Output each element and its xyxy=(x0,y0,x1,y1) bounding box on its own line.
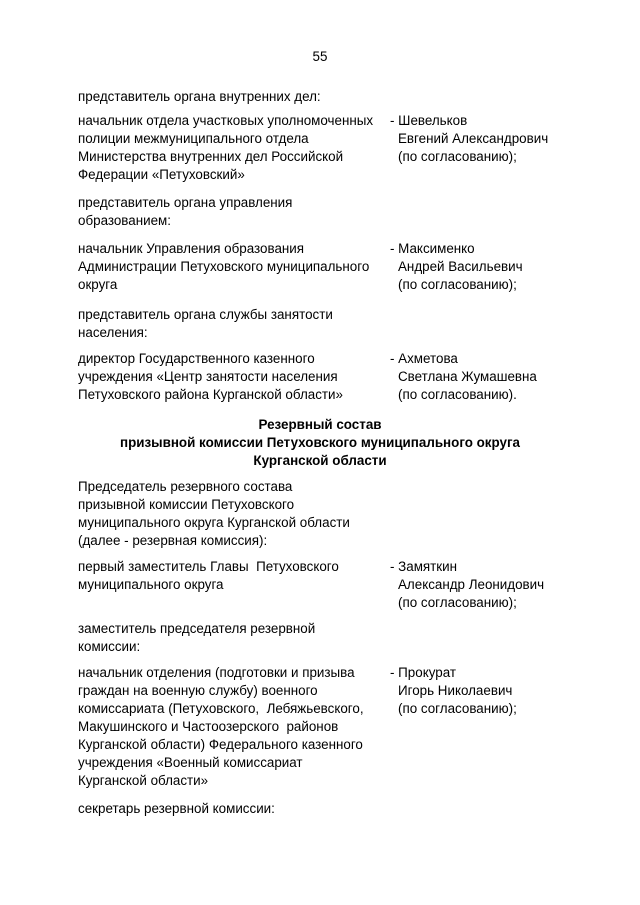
member-name: Игорь Николаевич xyxy=(398,683,513,698)
member-surname: - Замяткин xyxy=(390,559,458,574)
member-note: (по согласованию). xyxy=(398,387,517,402)
section-heading-deputy: комиссии: xyxy=(78,639,141,654)
role-line: граждан на военную службу) военного xyxy=(78,683,318,698)
section-heading-education: образованием: xyxy=(78,213,171,228)
member-note: (по согласованию); xyxy=(398,701,517,716)
member-name: Светлана Жумашевна xyxy=(398,369,537,384)
role-line: Курганской области» xyxy=(78,773,209,788)
role-line: начальник Управления образования xyxy=(78,241,305,256)
member-name: Андрей Васильевич xyxy=(398,259,523,274)
role-line: учреждения «Центр занятости населения xyxy=(78,369,338,384)
section-heading-chairman: (далее - резервная комиссия): xyxy=(78,533,268,548)
member-surname: - Прокурат xyxy=(390,665,456,680)
role-line: Федерации «Петуховский» xyxy=(78,167,245,182)
section-title: призывной комиссии Петуховского муниципального округа xyxy=(120,435,520,450)
role-line: комиссариата (Петуховского, Лебяжьевского, xyxy=(78,701,364,716)
role-line: Курганской области) Федерального казенного xyxy=(78,737,363,752)
section-heading-chairman: Председатель резервного состава xyxy=(78,479,293,494)
role-line: Петуховского района Курганской области» xyxy=(78,387,343,402)
role-line: Администрации Петуховского муниципального xyxy=(78,259,370,274)
page-number: 55 xyxy=(312,49,328,64)
role-line: округа xyxy=(78,277,118,292)
role-line: муниципального округа xyxy=(78,577,224,592)
role-line: Министерства внутренних дел Российской xyxy=(78,149,344,164)
section-heading-employment: населения: xyxy=(78,325,148,340)
section-heading-secretary: секретарь резервной комиссии: xyxy=(78,801,275,816)
member-note: (по согласованию); xyxy=(398,149,517,164)
section-heading-chairman: призывной комиссии Петуховского xyxy=(78,497,295,512)
member-name: Александр Леонидович xyxy=(398,577,545,592)
section-heading-education: представитель органа управления xyxy=(78,195,293,210)
role-line: начальник отделения (подготовки и призыва xyxy=(78,665,355,680)
section-heading-deputy: заместитель председателя резервной xyxy=(78,621,316,636)
role-line: Макушинского и Частоозерского районов xyxy=(78,719,339,734)
role-line: полиции межмуниципального отдела xyxy=(78,131,309,146)
role-line: начальник отдела участковых уполномоченных xyxy=(78,113,374,128)
section-heading-internal-affairs: представитель органа внутренних дел: xyxy=(78,89,321,104)
member-surname: - Шевельков xyxy=(390,113,468,128)
section-title: Курганской области xyxy=(253,453,387,468)
section-heading-employment: представитель органа службы занятости xyxy=(78,307,333,322)
role-line: директор Государственного казенного xyxy=(78,351,315,366)
section-title: Резервный состав xyxy=(258,417,382,432)
member-note: (по согласованию); xyxy=(398,277,517,292)
member-name: Евгений Александрович xyxy=(398,131,549,146)
member-surname: - Ахметова xyxy=(390,351,458,366)
section-heading-chairman: муниципального округа Курганской области xyxy=(78,515,350,530)
role-line: первый заместитель Главы Петуховского xyxy=(78,559,339,574)
member-note: (по согласованию); xyxy=(398,595,517,610)
member-surname: - Максименко xyxy=(390,241,475,256)
role-line: учреждения «Военный комиссариат xyxy=(78,755,303,770)
